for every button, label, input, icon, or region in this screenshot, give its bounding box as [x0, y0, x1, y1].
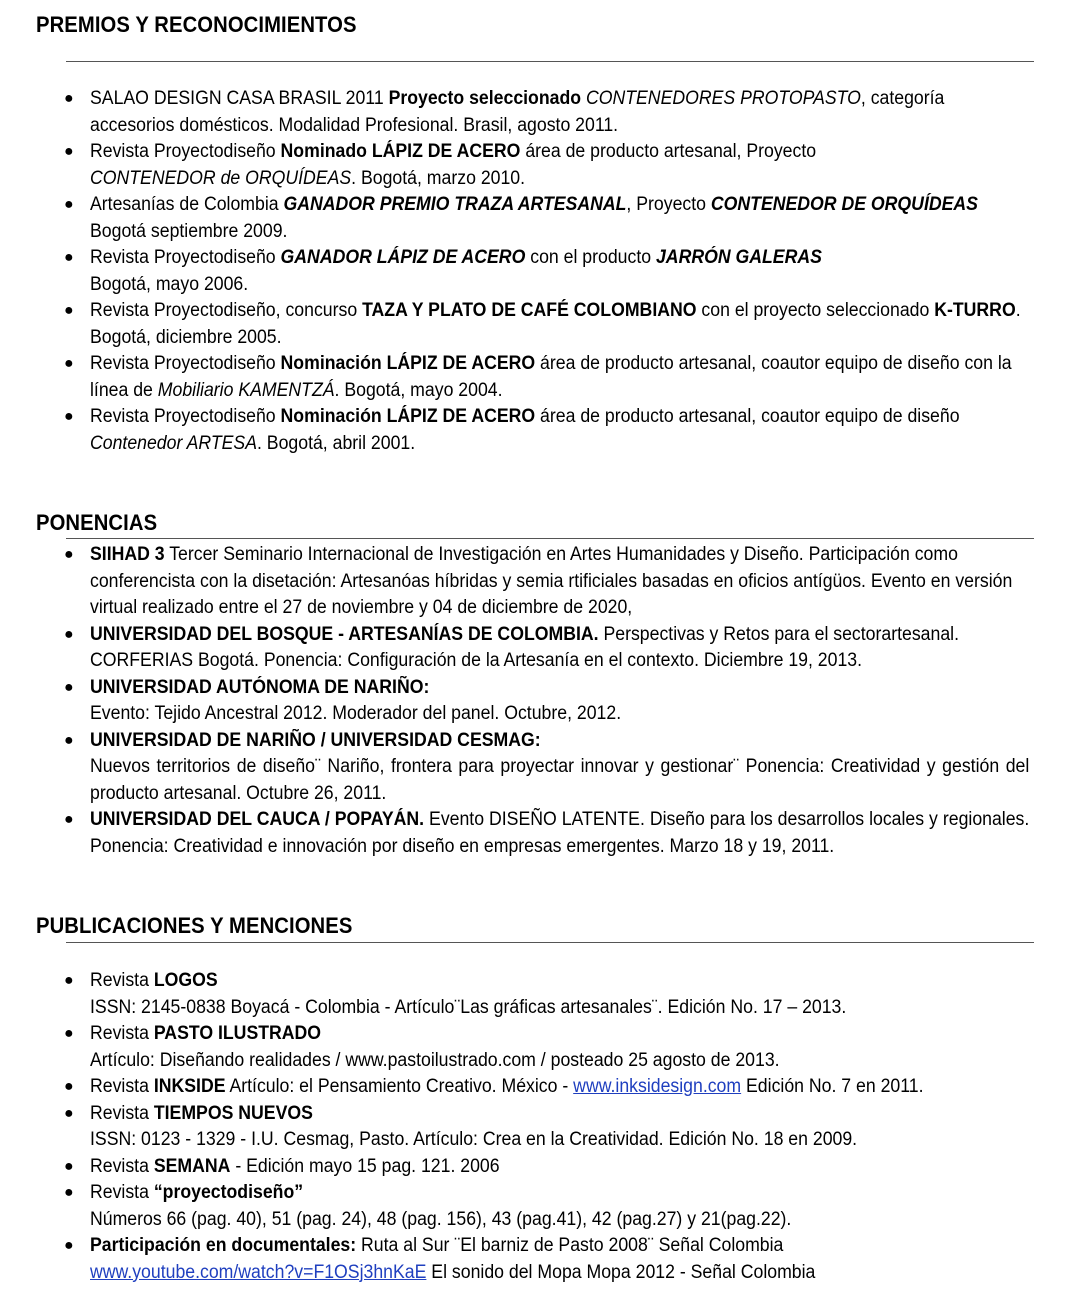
bullet-icon: ● — [64, 302, 74, 319]
section-title-premios: PREMIOS Y RECONOCIMIENTOS — [36, 12, 357, 37]
bullet-icon: ● — [64, 731, 74, 749]
bullet-icon: ● — [64, 546, 74, 563]
list-item: ● Participación en documentales: Ruta al Sur ¨El barniz de Pasto 2008¨ Señal Colombia www.youtube.com/watch?v=F1OSj3hnKaE El sonido del Mopa Mopa 2012 - Señal Colombia — [64, 1235, 816, 1283]
list-item: ● Revista Proyectodiseño Nominación LÁPIZ DE ACERO área de producto artesanal, coautor equipo de diseño con la línea de Mobiliario KAMENTZÁ. Bogotá, mayo 2004. — [64, 353, 1012, 401]
section-divider — [66, 942, 1034, 943]
list-item: ● UNIVERSIDAD DEL BOSQUE - ARTESANÍAS DE COLOMBIA. Perspectivas y Retos para el sectorartesanal. CORFERIAS Bogotá. Ponencia: Configuración de la Artesanía en el contexto. Diciembre 19, 2013. — [64, 623, 959, 671]
bullet-icon: ● — [64, 678, 74, 696]
section-divider — [66, 61, 1034, 62]
list-item: ● Revista Proyectodiseño GANADOR LÁPIZ DE ACERO con el producto JARRÓN GALERAS Bogotá, mayo 2006. — [64, 247, 822, 295]
list-item: ● SALAO DESIGN CASA BRASIL 2011 Proyecto seleccionado CONTENEDORES PROTOPASTO, categoría accesorios domésticos. Modalidad Profesional. Brasil, agosto 2011. — [64, 88, 945, 136]
bullet-icon: ● — [64, 249, 74, 266]
list-item: ● Revista SEMANA - Edición mayo 15 pag. 121. 2006 — [0, 1154, 1068, 1181]
publicaciones-list — [0, 968, 1068, 1286]
list-item: ● Revista Proyectodiseño, concurso TAZA Y PLATO DE CAFÉ COLOMBIANO con el proyecto seleccionado K-TURRO. Bogotá, diciembre 2005. — [64, 300, 1021, 348]
list-item: ● SIIHAD 3 Tercer Seminario Internacional de Investigación en Artes Humanidades y Diseño. Participación como conferencista con la disetación: Artesanóas híbridas y semia rtificiales basadas en oficios antígüos. Evento en versión virtual realizado entre el 27 de noviembre y 04 de diciembre de 2020, — [64, 544, 1013, 618]
list-item: ● Revista PASTO ILUSTRADO Artículo: Diseñando realidades / www.pastoilustrado.com / posteado 25 agosto de 2013. — [64, 1023, 780, 1071]
list-item: ● Revista LOGOS ISSN: 2145-0838 Boyacá - Colombia - Artículo¨Las gráficas artesanales¨. Edición No. 17 – 2013. — [64, 970, 847, 1018]
ponencias-list — [0, 542, 1068, 860]
bullet-icon: ● — [64, 1237, 74, 1254]
bullet-icon: ● — [64, 90, 74, 107]
youtube-link[interactable]: www.youtube.com/watch?v=F1OSj3hnKaE — [90, 1261, 427, 1283]
bullet-icon: ● — [64, 143, 74, 160]
section-title-ponencias: PONENCIAS — [36, 510, 158, 535]
list-item: ● Revista INKSIDE Artículo: el Pensamiento Creativo. México - www.inksidesign.com Edición No. 7 en 2011. — [0, 1074, 1068, 1101]
bullet-icon: ● — [64, 972, 74, 989]
list-item: ● UNIVERSIDAD AUTÓNOMA DE NARIÑO: Evento: Tejido Ancestral 2012. Moderador del panel. Octubre, 2012. — [64, 676, 622, 724]
premios-list — [0, 86, 1068, 457]
list-item: ● Artesanías de Colombia GANADOR PREMIO TRAZA ARTESANAL, Proyecto CONTENEDOR DE ORQUÍDEAS Bogotá septiembre 2009. — [64, 194, 978, 242]
list-item: ● Revista Proyectodiseño Nominado LÁPIZ DE ACERO área de producto artesanal, Proyecto CONTENEDOR de ORQUÍDEAS. Bogotá, marzo 2010. — [64, 141, 817, 189]
list-item: ● Revista Proyectodiseño Nominación LÁPIZ DE ACERO área de producto artesanal, coautor equipo de diseño Contenedor ARTESA. Bogotá, abril 2001. — [64, 406, 960, 454]
list-item: ● UNIVERSIDAD DEL CAUCA / POPAYÁN. Evento DISEÑO LATENTE. Diseño para los desarrollos locales y regionales. Ponencia: Creatividad e innovación por diseño en empresas emergentes. Marzo 18 y 19, 2011. — [64, 809, 1030, 857]
bullet-icon: ● — [64, 196, 74, 213]
bullet-icon: ● — [64, 1104, 74, 1122]
section-divider — [66, 538, 1034, 539]
bullet-icon: ● — [64, 1184, 74, 1201]
list-item: ● Revista “proyectodiseño” Números 66 (pag. 40), 51 (pag. 24), 48 (pag. 156), 43 (pag.41), 42 (pag.27) y 21(pag.22). — [64, 1182, 792, 1230]
list-item: ● Revista TIEMPOS NUEVOS ISSN: 0123 - 1329 - I.U. Cesmag, Pasto. Artículo: Crea en la Creatividad. Edición No. 18 en 2009. — [64, 1102, 858, 1150]
bullet-icon: ● — [64, 1078, 74, 1095]
section-title-publicaciones: PUBLICACIONES Y MENCIONES — [36, 913, 353, 938]
bullet-icon: ● — [64, 811, 74, 828]
inkside-link[interactable]: www.inksidesign.com — [573, 1076, 742, 1097]
bullet-icon: ● — [64, 1157, 74, 1175]
bullet-icon: ● — [64, 625, 74, 643]
bullet-icon: ● — [64, 408, 74, 425]
list-item: ● UNIVERSIDAD DE NARIÑO / UNIVERSIDAD CESMAG: Nuevos territorios de diseño¨ Nariño, frontera para proyectar innovar y gestionar¨ Ponencia: Creatividad y gestión del producto artesanal. Octubre 26, 2011. — [64, 729, 1030, 804]
bullet-icon: ● — [64, 355, 74, 372]
bullet-icon: ● — [64, 1025, 74, 1042]
